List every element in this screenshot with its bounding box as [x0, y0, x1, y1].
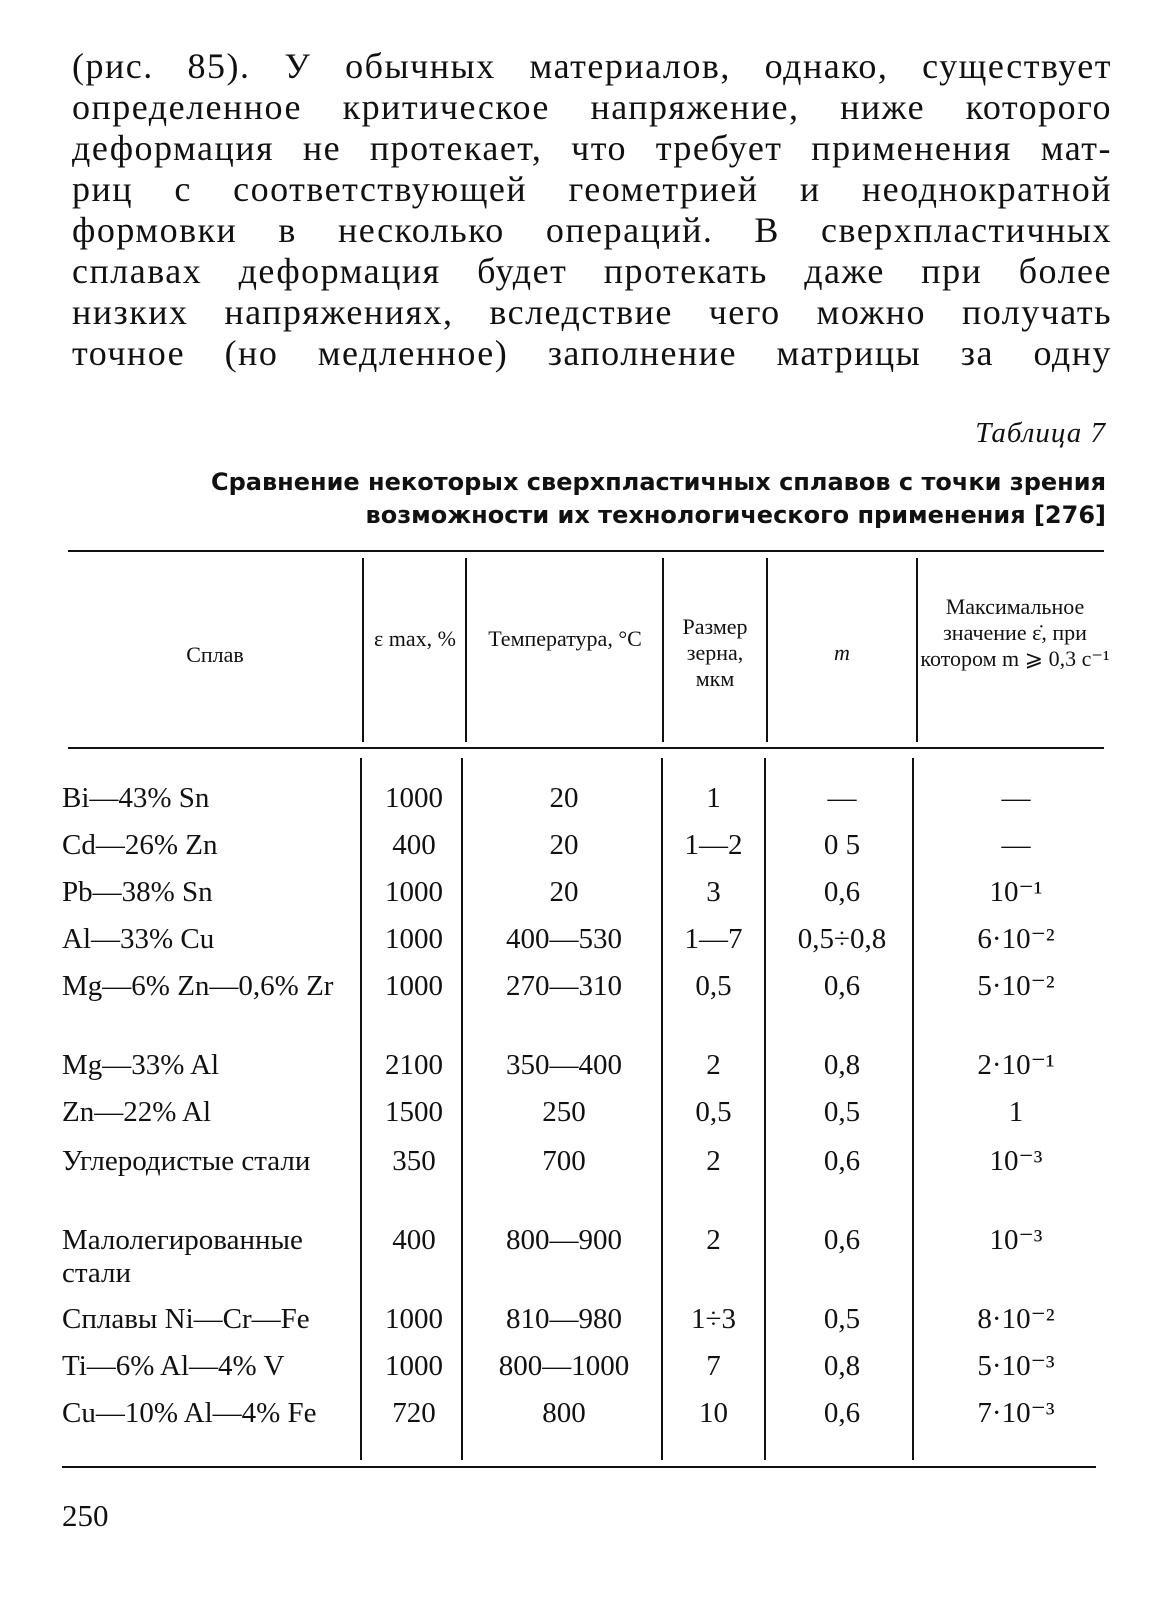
- cell-alloy: Углеродистые стали: [62, 1145, 311, 1177]
- cell-temperature: 20: [549, 876, 579, 908]
- cell-emax: 1000: [385, 923, 443, 955]
- cell-m: 0,6: [823, 1224, 861, 1256]
- paragraph-line: низких напряжениях, вследствие чего можно получать: [72, 292, 1112, 332]
- cell-m: 0,6: [823, 1145, 861, 1177]
- cell-alloy: Сплавы Ni—Cr—Fe: [62, 1303, 310, 1335]
- cell-emax: 350: [392, 1145, 436, 1177]
- table-header-rule: [68, 747, 1104, 749]
- cell-alloy: Ti—6% Al—4% V: [62, 1350, 285, 1382]
- cell-max-rate: 2·10⁻¹: [977, 1049, 1055, 1081]
- cell-max-rate: 5·10⁻²: [977, 970, 1055, 1002]
- paragraph-line: формовки в несколько операций. В сверхпластичных: [72, 210, 1112, 250]
- cell-alloy: Mg—33% Al: [62, 1049, 220, 1081]
- table-caption-line: возможности их технологического применения [276]: [365, 501, 1106, 529]
- cell-max-rate: 10⁻³: [989, 1224, 1043, 1256]
- cell-alloy: Cd—26% Zn: [62, 829, 218, 861]
- cell-m: 0,5: [823, 1303, 861, 1335]
- column-divider: [912, 758, 914, 1460]
- table-top-rule: [68, 550, 1104, 552]
- cell-max-rate: 1: [1008, 1096, 1024, 1128]
- cell-m: —: [827, 782, 857, 814]
- column-divider: [766, 558, 768, 742]
- cell-alloy: Pb—38% Sn: [62, 876, 213, 908]
- cell-alloy: Малолегированные стали: [62, 1224, 303, 1289]
- cell-m: 0,6: [823, 1397, 861, 1429]
- cell-max-rate: 5·10⁻³: [977, 1350, 1055, 1382]
- cell-grain: 1—2: [684, 829, 743, 861]
- table-caption-line: Сравнение некоторых сверхпластичных сплавов с точки зрения: [210, 468, 1106, 496]
- cell-alloy: Al—33% Cu: [62, 923, 215, 955]
- body-paragraph: [72, 46, 1112, 374]
- column-divider: [764, 758, 766, 1460]
- cell-alloy: Zn—22% Al: [62, 1096, 212, 1128]
- cell-temperature: 350—400: [506, 1049, 622, 1081]
- cell-emax: 1000: [385, 1303, 443, 1335]
- cell-alloy: Cu—10% Al—4% Fe: [62, 1397, 317, 1429]
- cell-temperature: 270—310: [506, 970, 622, 1002]
- cell-grain: 7: [706, 1350, 721, 1382]
- cell-grain: 2: [706, 1224, 721, 1256]
- column-divider: [360, 758, 362, 1460]
- cell-grain: 2: [706, 1145, 721, 1177]
- paragraph-line: точное (но медленное) заполнение матрицы за одну: [72, 333, 1112, 373]
- cell-temperature: 20: [549, 829, 579, 861]
- header-max-rate: Максимальное значение ε̇, при котором m ⩾ 0,3 с⁻¹: [920, 594, 1110, 671]
- cell-max-rate: 8·10⁻²: [977, 1303, 1055, 1335]
- cell-m: 0,5÷0,8: [797, 923, 887, 955]
- cell-emax: 1000: [385, 876, 443, 908]
- column-divider: [362, 558, 364, 742]
- cell-emax: 400: [392, 829, 436, 861]
- header-m: m: [834, 640, 850, 665]
- cell-emax: 1000: [385, 1350, 443, 1382]
- table-bottom-rule: [62, 1466, 1096, 1468]
- cell-temperature: 800: [542, 1397, 586, 1429]
- cell-grain: 1—7: [684, 923, 743, 955]
- paragraph-line: сплавах деформация будет протекать даже при более: [72, 251, 1112, 291]
- cell-grain: 1÷3: [691, 1303, 736, 1335]
- column-divider: [916, 558, 918, 742]
- cell-max-rate: —: [1001, 782, 1031, 814]
- cell-m: 0,6: [823, 970, 861, 1002]
- cell-grain: 10: [699, 1397, 728, 1429]
- cell-emax: 1000: [385, 782, 443, 814]
- cell-grain: 3: [706, 876, 721, 908]
- column-divider: [465, 558, 467, 742]
- cell-alloy: Bi—43% Sn: [62, 782, 210, 814]
- cell-max-rate: 6·10⁻²: [977, 923, 1055, 955]
- cell-temperature: 400—530: [506, 923, 622, 955]
- cell-temperature: 810—980: [506, 1303, 622, 1335]
- header-emax: ε max, %: [374, 626, 456, 651]
- cell-m: 0 5: [823, 829, 861, 861]
- page-number: 250: [62, 1498, 109, 1533]
- cell-emax: 1000: [385, 970, 443, 1002]
- cell-emax: 1500: [385, 1096, 443, 1128]
- cell-max-rate: —: [1001, 829, 1031, 861]
- column-divider: [662, 558, 664, 742]
- cell-m: 0,8: [823, 1350, 861, 1382]
- paragraph-line: определенное критическое напряжение, ниже которого: [72, 87, 1112, 127]
- header-grain-size: Размер зерна, мкм: [682, 614, 748, 691]
- cell-alloy: Mg—6% Zn—0,6% Zr: [62, 970, 334, 1002]
- table-caption: [106, 466, 1106, 532]
- cell-grain: 0,5: [695, 1096, 732, 1128]
- paragraph-line: риц с соответствующей геометрией и неоднократной: [72, 169, 1112, 209]
- header-alloy: Сплав: [186, 642, 244, 667]
- cell-m: 0,5: [823, 1096, 861, 1128]
- cell-max-rate: 7·10⁻³: [977, 1397, 1055, 1429]
- cell-m: 0,6: [823, 876, 861, 908]
- table-label: Таблица 7: [975, 417, 1106, 449]
- cell-grain: 2: [706, 1049, 721, 1081]
- cell-grain: 1: [706, 782, 721, 814]
- cell-grain: 0,5: [695, 970, 732, 1002]
- column-divider: [661, 758, 663, 1460]
- cell-emax: 400: [392, 1224, 436, 1256]
- cell-temperature: 20: [549, 782, 579, 814]
- cell-emax: 720: [392, 1397, 436, 1429]
- cell-temperature: 800—1000: [498, 1350, 630, 1382]
- paragraph-line: деформация не протекает, что требует применения мат-: [72, 128, 1112, 168]
- paragraph-line: (рис. 85). У обычных материалов, однако, существует: [72, 46, 1112, 86]
- cell-m: 0,8: [823, 1049, 861, 1081]
- cell-temperature: 250: [542, 1096, 586, 1128]
- cell-max-rate: 10⁻¹: [989, 876, 1043, 908]
- header-temperature: Температура, °C: [488, 626, 642, 651]
- cell-temperature: 700: [542, 1145, 586, 1177]
- cell-temperature: 800—900: [506, 1224, 622, 1256]
- cell-max-rate: 10⁻³: [989, 1145, 1043, 1177]
- cell-emax: 2100: [385, 1049, 443, 1081]
